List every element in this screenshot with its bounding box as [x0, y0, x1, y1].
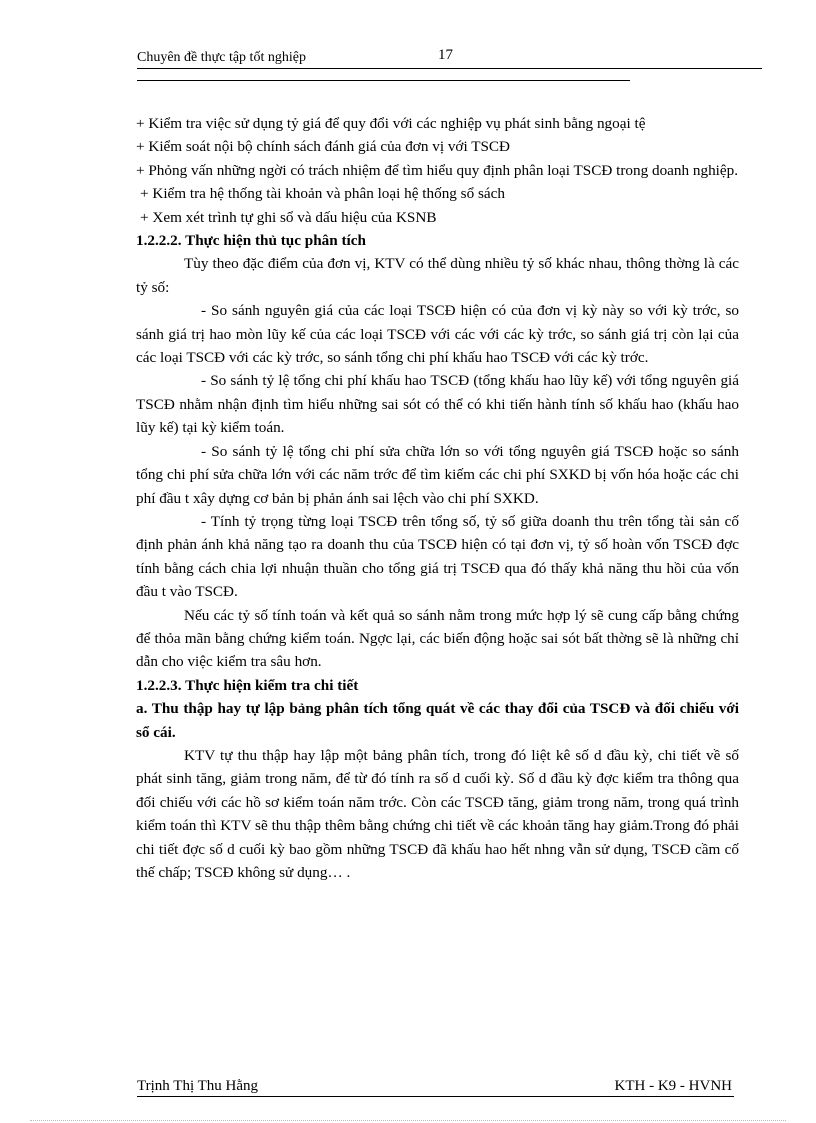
bullet-item: + Kiểm tra hệ thống tài khoản và phân loại hệ thống sổ sách: [140, 185, 505, 203]
paragraph: KTV tự thu thập hay lập một bảng phân tích, trong đó liệt kê số d đầu kỳ, chi tiết về số phát sinh tăng, giảm trong năm, để từ đó tính ra số d cuối kỳ. Số d đầu kỳ đợc kiểm tra thông qua đối chiếu với các hồ sơ kiểm toán năm trớc. Còn các TSCĐ tăng, giảm trong năm, trong quá trình kiểm toán thì KTV sẽ thu thập thêm bằng chứng chi tiết về các khoản tăng hay giảm.Trong đó phải chi tiết đợc số d cuối kỳ bao gồm những TSCĐ đã khấu hao hết nhng vẫn sử dụng, TSCĐ cầm cố thế chấp; TSCĐ không sử dụng… .: [136, 746, 739, 881]
paragraph: - So sánh tỷ lệ tổng chi phí khấu hao TSCĐ (tổng khấu hao lũy kế) với tổng nguyên giá TSCĐ nhằm nhận định tìm hiểu những sai sót có thể có khi tiến hành tính số khấu hao (khấu hao lũy kế) tại kỳ kiểm toán.: [136, 372, 739, 437]
page-header: [137, 47, 762, 69]
page-footer: [137, 1078, 734, 1097]
paragraph: Tùy theo đặc điểm của đơn vị, KTV có thể dùng nhiều tỷ số khác nhau, thông thờng là các tỷ số:: [136, 255, 739, 296]
footer-class: KTH - K9 - HVNH: [614, 1078, 732, 1094]
footer-author: Trịnh Thị Thu Hằng: [137, 1078, 258, 1094]
header-rule: [137, 80, 630, 81]
page-number: 17: [438, 47, 453, 63]
bullet-item: + Xem xét trình tự ghi sổ và dấu hiệu của KSNB: [140, 208, 437, 226]
header-title: Chuyên đề thực tập tốt nghiệp: [137, 50, 306, 65]
section-heading: 1.2.2.3. Thực hiện kiểm tra chi tiết: [136, 676, 359, 694]
paragraph: - So sánh nguyên giá của các loại TSCĐ hiện có của đơn vị kỳ này so với kỳ trớc, so sánh giá trị hao mòn lũy kế của các loại TSCĐ với các với các kỳ trớc, so sánh giá trị còn lại của các loại TSCĐ với các kỳ trớc, so sánh tổng chi phí khấu hao TSCĐ với các kỳ trớc.: [136, 302, 739, 367]
page-bottom-border: [30, 1120, 786, 1121]
bullet-item: + Kiểm soát nội bộ chính sách đánh giá của đơn vị với TSCĐ: [136, 138, 511, 156]
document-body: [136, 112, 739, 884]
paragraph: - So sánh tỷ lệ tổng chi phí sửa chữa lớn so với tổng nguyên giá TSCĐ hoặc so sánh tổng chi phí sửa chữa lớn với các năm trớc để tìm kiếm các chi phí SXKD bị vốn hóa hoặc các chi phí đầu t xây dựng cơ bản bị phản ánh sai lệch vào chi phí SXKD.: [136, 442, 739, 507]
paragraph: - Tính tỷ trọng từng loại TSCĐ trên tổng số, tỷ số giữa doanh thu trên tổng tài sản cố định phản ánh khả năng tạo ra doanh thu của TSCĐ hiện có tại đơn vị, tỷ số hoàn vốn TSCĐ đợc tính bằng cách chia lợi nhuận thuần cho tổng giá trị TSCĐ qua đó thấy khả năng thu hồi của vốn đầu t vào TSCĐ.: [136, 512, 739, 601]
paragraph: Nếu các tỷ số tính toán và kết quả so sánh nằm trong mức hợp lý sẽ cung cấp bằng chứng để thỏa mãn bằng chứng kiểm toán. Ngợc lại, các biến động hoặc sai sót bất thờng sẽ là những chỉ dẫn cho việc kiểm tra sâu hơn.: [136, 606, 739, 671]
bullet-item: + Phỏng vấn những ngời có trách nhiệm để tìm hiểu quy định phân loại TSCĐ trong doanh nghiệp.: [136, 161, 739, 179]
bullet-item: + Kiểm tra việc sử dụng tỷ giá để quy đổi với các nghiệp vụ phát sinh bằng ngoại tệ: [136, 115, 646, 132]
section-heading: 1.2.2.2. Thực hiện thủ tục phân tích: [136, 232, 366, 250]
subsection-heading: a. Thu thập hay tự lập bảng phân tích tổng quát về các thay đổi của TSCĐ và đối chiếu với sổ cái.: [136, 700, 739, 741]
